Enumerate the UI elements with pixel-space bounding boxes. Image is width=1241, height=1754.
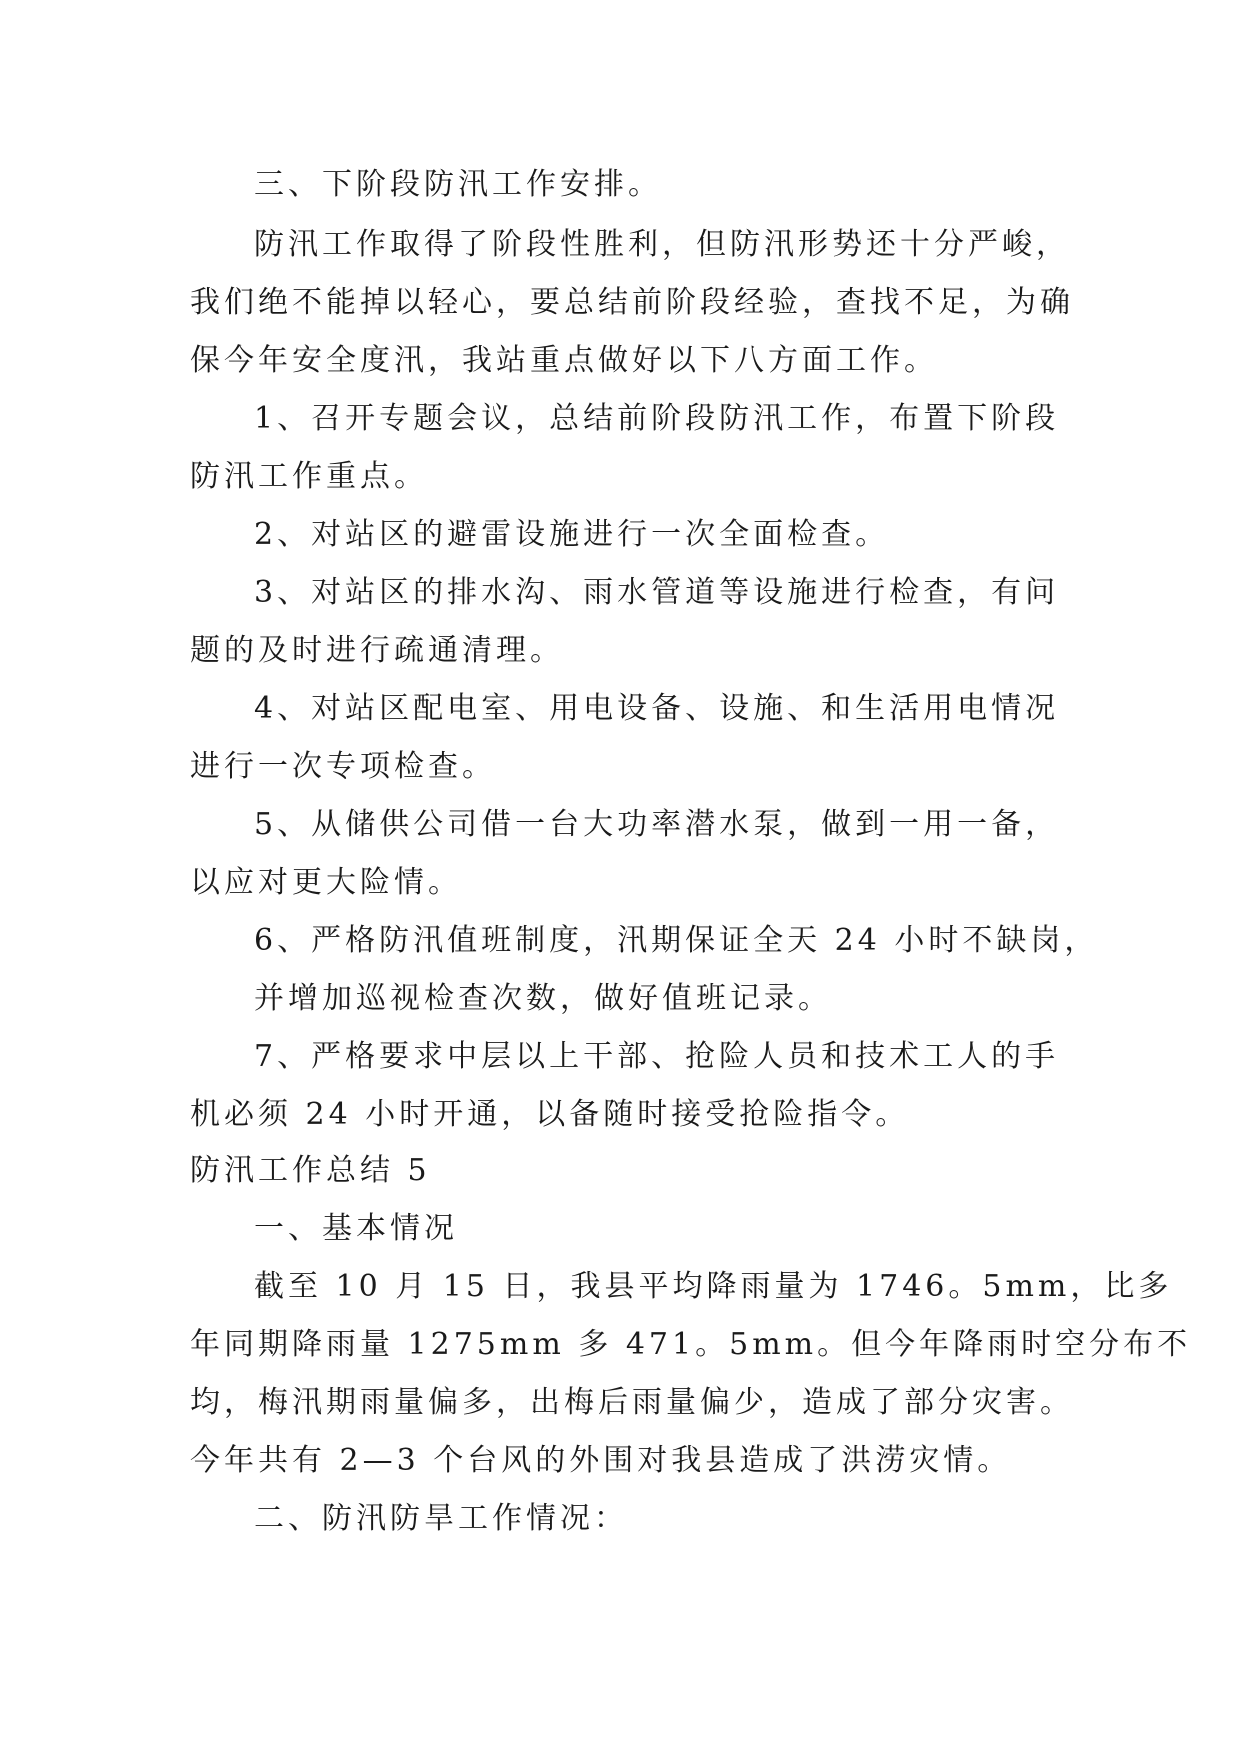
list-item-7-cont: 机必须 24 小时开通，以备随时接受抢险指令。 — [190, 1097, 910, 1132]
list-item-3: 3、对站区的排水沟、雨水管道等设施进行检查，有问 — [254, 575, 1060, 610]
list-item-5: 5、从储供公司借一台大功率潜水泵，做到一用一备， — [254, 807, 1060, 842]
list-item-4: 4、对站区配电室、用电设备、设施、和生活用电情况 — [254, 691, 1060, 726]
article-title: 防汛工作总结 5 — [190, 1153, 431, 1188]
list-item-6: 6、严格防汛值班制度，汛期保证全天 24 小时不缺岗， — [254, 923, 1099, 958]
list-item-1-cont: 防汛工作重点。 — [190, 459, 428, 494]
list-item-5-cont: 以应对更大险情。 — [190, 865, 462, 900]
paragraph-line: 年同期降雨量 1275mm 多 471。5mm。但今年降雨时空分布不 — [190, 1327, 1192, 1362]
list-item-6-cont: 并增加巡视检查次数，做好值班记录。 — [254, 981, 832, 1016]
section-heading-next-stage: 三、下阶段防汛工作安排。 — [254, 167, 662, 202]
list-item-2: 2、对站区的避雷设施进行一次全面检查。 — [254, 517, 890, 552]
section-heading-basic: 一、基本情况 — [254, 1211, 458, 1246]
section-heading-work: 二、防汛防旱工作情况： — [254, 1501, 628, 1536]
paragraph-line: 今年共有 2—3 个台风的外围对我县造成了洪涝灾情。 — [190, 1443, 1012, 1478]
list-item-7: 7、严格要求中层以上干部、抢险人员和技术工人的手 — [254, 1039, 1060, 1074]
paragraph-line: 保今年安全度汛，我站重点做好以下八方面工作。 — [190, 343, 938, 378]
paragraph-line: 均，梅汛期雨量偏多，出梅后雨量偏少，造成了部分灾害。 — [190, 1385, 1074, 1420]
paragraph-line: 我们绝不能掉以轻心，要总结前阶段经验，查找不足，为确 — [190, 285, 1074, 320]
list-item-1: 1、召开专题会议，总结前阶段防汛工作，布置下阶段 — [254, 401, 1060, 436]
paragraph-line: 防汛工作取得了阶段性胜利，但防汛形势还十分严峻， — [254, 227, 1070, 262]
paragraph-line: 截至 10 月 15 日，我县平均降雨量为 1746。5mm，比多 — [254, 1269, 1173, 1304]
list-item-3-cont: 题的及时进行疏通清理。 — [190, 633, 564, 668]
list-item-4-cont: 进行一次专项检查。 — [190, 749, 496, 784]
